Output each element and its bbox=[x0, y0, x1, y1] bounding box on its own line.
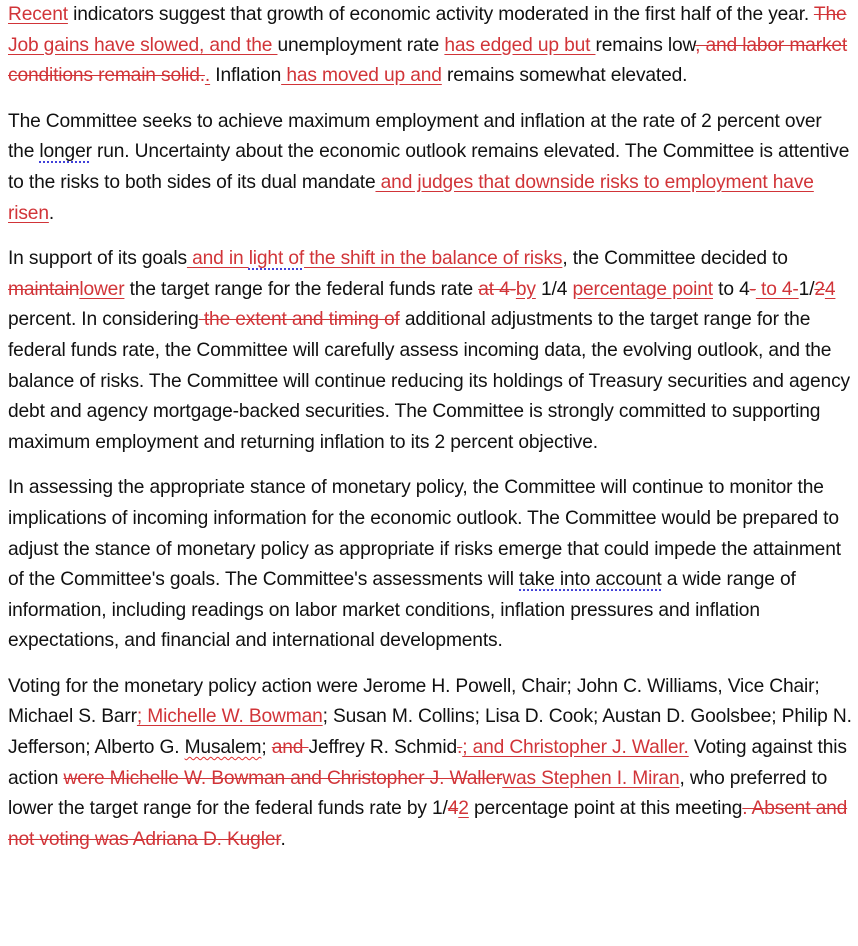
text-run: additional adjustments to the target range for the federal funds rate, the Committee will carefully assess incoming data, the evolving outlook, and the balance of risks. The Committee will continue reducing its holdings of Treasury securities and agency debt and agency mortgage-backed securities. The Committee is strongly committed to supporting maximum employment and returning inflation to its 2 percent objective. bbox=[8, 309, 850, 453]
text-run: . bbox=[48, 202, 55, 224]
text-run: unemployment rate bbox=[277, 34, 445, 56]
text-run: 1/4 bbox=[535, 278, 573, 300]
text-run: ; Susan M. Collins; Lisa D. Cook; Austan D. Goolsbee; Philip N. Jefferson; Alberto G. bbox=[8, 706, 852, 759]
inserted-text[interactable]: Job gains have slowed, and the bbox=[8, 34, 278, 56]
deleted-text[interactable]: . bbox=[457, 737, 463, 759]
inserted-text[interactable]: percentage point bbox=[572, 278, 713, 300]
text-run: In support of its goals bbox=[8, 248, 187, 270]
deleted-text[interactable]: the extent and timing of bbox=[198, 309, 400, 331]
text-run: run. Uncertainty about the economic outlook remains elevated. The Committee is attentive to the risks to both sides of its dual mandate bbox=[8, 141, 850, 193]
inserted-text[interactable]: and judges that downside risks to employment have risen bbox=[8, 171, 814, 224]
text-run: a wide range of information, including readings on labor market conditions, inflation pressures and inflation expectations, and financial and international developments. bbox=[8, 569, 796, 652]
deleted-text[interactable]: maintain bbox=[8, 278, 80, 300]
inserted-text[interactable]: . bbox=[204, 65, 211, 87]
paragraph bbox=[8, 0, 852, 92]
inserted-text[interactable]: has moved up and bbox=[281, 65, 442, 87]
grammar-flagged-text[interactable]: longer bbox=[39, 141, 92, 163]
deleted-text[interactable]: were Michelle W. Bowman and Christopher J. Waller bbox=[63, 767, 503, 789]
deleted-text[interactable]: 2 bbox=[814, 278, 825, 300]
inserted-text[interactable]: by bbox=[515, 278, 536, 300]
deleted-text[interactable]: , and labor market conditions remain solid. bbox=[8, 34, 848, 87]
inserted-text[interactable]: ; and Christopher J. Waller. bbox=[462, 737, 689, 759]
text-run: remains somewhat elevated. bbox=[441, 65, 688, 87]
inserted-text[interactable]: 4 bbox=[824, 278, 836, 300]
text-run: , the Committee decided to bbox=[562, 248, 788, 270]
inserted-grammar-flagged-text[interactable]: light of bbox=[248, 248, 305, 270]
deleted-text[interactable]: The bbox=[813, 4, 847, 25]
text-run: percentage point at this meeting bbox=[468, 798, 743, 820]
text-run: indicators suggest that growth of economic activity moderated in the first half of the year. bbox=[67, 4, 814, 25]
text-run: percent. In considering bbox=[8, 309, 199, 331]
text-run: the target range for the federal funds rate bbox=[124, 278, 479, 300]
spelling-flagged-text[interactable]: Musalem bbox=[184, 737, 262, 759]
deleted-text[interactable]: - bbox=[749, 278, 756, 300]
deleted-text[interactable]: at 4- bbox=[478, 278, 516, 300]
text-run: . bbox=[280, 828, 286, 850]
inserted-text[interactable]: was Stephen I. Miran bbox=[502, 767, 680, 789]
paragraph bbox=[8, 672, 852, 856]
deleted-text[interactable]: 4 bbox=[447, 798, 459, 820]
deleted-text[interactable]: and bbox=[271, 737, 309, 759]
inserted-text[interactable]: Recent bbox=[8, 4, 68, 25]
paragraph bbox=[8, 473, 852, 657]
inserted-text[interactable]: has edged up but bbox=[444, 34, 596, 56]
inserted-text[interactable]: and in bbox=[186, 248, 249, 270]
paragraph bbox=[8, 244, 852, 458]
text-run: , who preferred to lower the target range for the federal funds rate by 1/ bbox=[8, 767, 828, 820]
text-run: Voting against this action bbox=[8, 737, 847, 789]
text-run: to 4 bbox=[713, 278, 750, 300]
deleted-text[interactable]: . Absent and not voting was Adriana D. Kugler bbox=[8, 798, 848, 850]
text-run: Voting for the monetary policy action were Jerome H. Powell, Chair; John C. Williams, Vice Chair; Michael S. Barr bbox=[8, 675, 820, 728]
inserted-text[interactable]: to 4- bbox=[755, 278, 799, 300]
inserted-text[interactable]: 2 bbox=[458, 798, 469, 820]
inserted-text[interactable]: lower bbox=[79, 278, 125, 300]
text-run: 1/ bbox=[798, 278, 815, 300]
text-run: ; bbox=[261, 737, 272, 759]
text-run: Inflation bbox=[210, 65, 282, 87]
paragraph bbox=[8, 107, 852, 229]
text-run: Jeffrey R. Schmid bbox=[308, 737, 458, 759]
text-run: remains low bbox=[595, 34, 696, 56]
grammar-flagged-text[interactable]: take into account bbox=[519, 569, 662, 591]
text-run: In assessing the appropriate stance of monetary policy, the Committee will continue to monitor the implications of incoming information for the economic outlook. The Committee would be prepared to adjust the stance of monetary policy as appropriate if risks emerge that could impede the attainment of the Committee's goals. The Committee's assessments will bbox=[8, 477, 841, 591]
text-run: The Committee seeks to achieve maximum employment and inflation at the rate of 2 percent over the bbox=[8, 110, 822, 163]
inserted-text[interactable]: ; Michelle W. Bowman bbox=[136, 706, 323, 728]
inserted-text[interactable]: the shift in the balance of risks bbox=[304, 248, 563, 270]
